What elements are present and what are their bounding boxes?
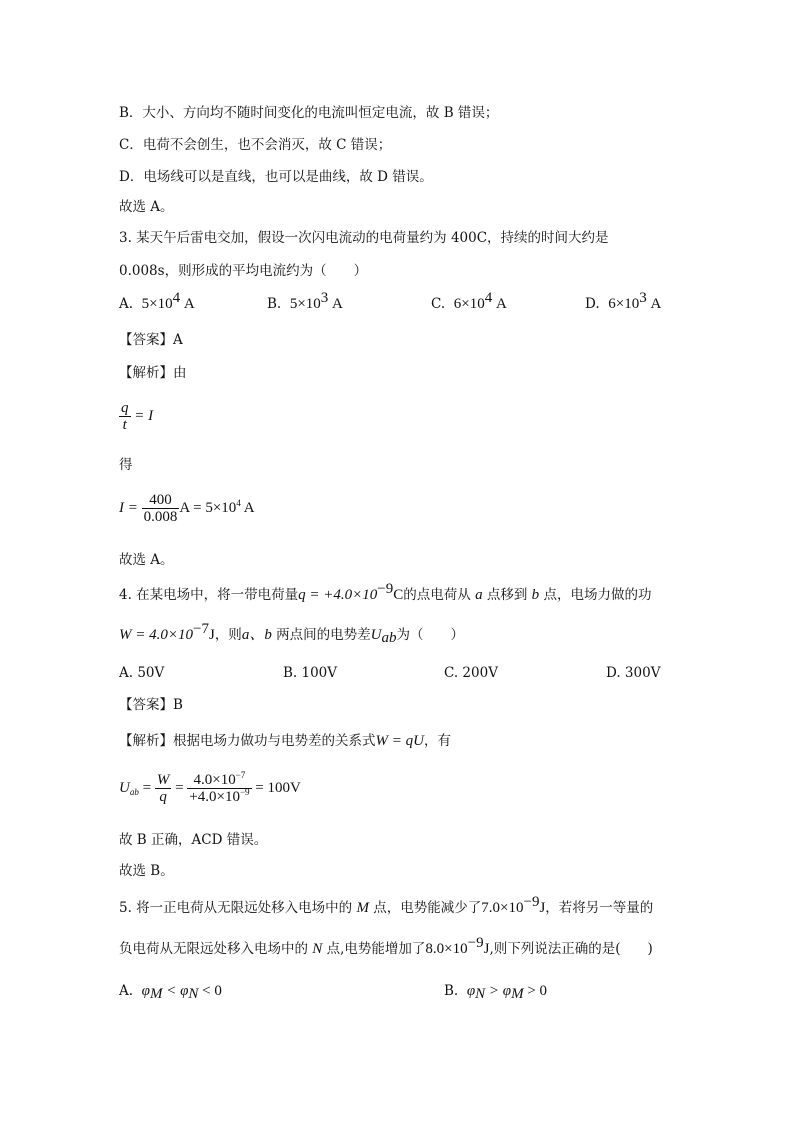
q3-analysis: 【解析】由 xyxy=(119,365,187,381)
q5-stem-line2: 负电荷从无限远处移入电场中的 N 点,电势能增加了$8.0\times 10^{-9}J$,则下列说法正确的是( ) xyxy=(119,935,653,957)
q3-option-b: B. $5\times 10^3$ A xyxy=(267,290,343,312)
q4-stem-line2: $W = 4.0\times 10^{-7}J$，则a、b 两点间的电势差$U_{ab}$为（ ） xyxy=(119,621,464,646)
q3-option-d: D. $6\times 10^3$ A xyxy=(585,290,662,312)
q3-option-c: C. $6\times 10^4$ A xyxy=(431,290,507,312)
q4-conclusion-1: 故 B 正确，ACD 错误。 xyxy=(119,832,268,848)
q4-option-a: A. 50V xyxy=(119,665,165,681)
q3-de: 得 xyxy=(119,457,133,473)
q4-answer: 【答案】B xyxy=(119,697,183,713)
q3-conclusion: 故选 A。 xyxy=(119,552,174,568)
q3-option-a: A. $5\times 10^4$ A xyxy=(119,290,195,312)
answer-line-c: C．电荷不会创生，也不会消灭，故 C 错误； xyxy=(119,137,392,153)
q3-formula-1: $\frac{q}{t}$ = I xyxy=(121,400,154,433)
q4-option-d: D. 300V xyxy=(606,665,661,681)
q5-option-a: A. $\varphi_M < \varphi_N < 0$ xyxy=(119,983,222,1002)
q3-stem-line2: 0.008s，则形成的平均电流约为（ ） xyxy=(119,263,368,279)
q3-answer: 【答案】A xyxy=(119,332,183,348)
q3-stem-line1: 3. 某天午后雷电交加，假设一次闪电流动的电荷量约为 400C，持续的时间大约是 xyxy=(119,230,609,246)
q5-option-b: B. $\varphi_N > \varphi_M > 0$ xyxy=(444,983,548,1002)
q4-analysis: 【解析】根据电场力做功与电势差的关系式W = qU，有 xyxy=(119,733,451,749)
q4-stem-line1: 4. 在某电场中，将一带电荷量$q = +4.0\times 10^{-9}C$的点电荷从 a 点移到 b 点，电场力做的功 xyxy=(119,581,652,603)
q5-stem-line1: 5. 将一正电荷从无限远处移入电场中的 M 点，电势能减少了$7.0\times 10^{-9}J$，若将另一等量的 xyxy=(119,894,654,916)
q4-formula: $U_{ab}$ = $\frac{W}{q}$ = $\frac{4.0\times 10^{-7}}{+4.0\times 10^{-9}}$ = 100V xyxy=(119,770,301,805)
answer-line-b: B．大小、方向均不随时间变化的电流叫恒定电流，故 B 错误； xyxy=(119,105,499,121)
prev-conclusion: 故选 A。 xyxy=(119,199,174,215)
q4-option-b: B. 100V xyxy=(283,665,338,681)
q4-option-c: C. 200V xyxy=(444,665,498,681)
answer-line-d: D．电场线可以是直线，也可以是曲线，故 D 错误。 xyxy=(119,169,433,185)
q3-formula-2: I = $\frac{400}{0.008}$ $A = 5\times 10^4$ A xyxy=(119,492,255,525)
q4-conclusion-2: 故选 B。 xyxy=(119,863,174,879)
